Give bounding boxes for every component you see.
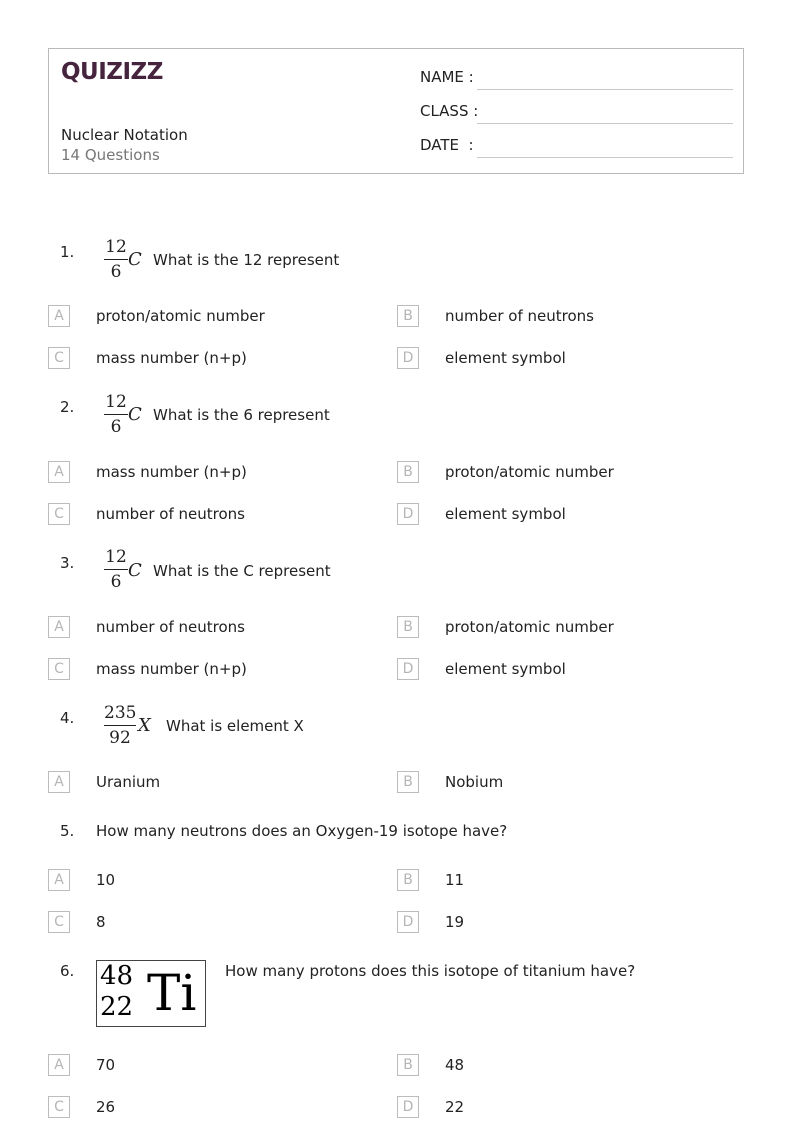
nuclear-notation	[104, 237, 128, 282]
atomic-number: 92	[109, 728, 131, 748]
question-number: 4.	[60, 709, 75, 727]
option-letter-a[interactable]: A	[48, 771, 70, 793]
worksheet-header	[48, 48, 744, 174]
date-field[interactable]	[420, 136, 733, 158]
question-text: What is the 6 represent	[153, 406, 330, 424]
date-label: DATE :	[420, 136, 474, 154]
option-text: number of neutrons	[96, 618, 245, 636]
mass-number: 235	[104, 703, 137, 723]
class-line	[477, 123, 733, 124]
option-text: element symbol	[445, 505, 566, 523]
question-text: What is element X	[166, 717, 304, 735]
nuclear-notation	[104, 703, 136, 748]
option-letter-c[interactable]: C	[48, 658, 70, 680]
fraction-bar	[104, 725, 136, 726]
element-symbol: C	[128, 560, 142, 581]
option-text: mass number (n+p)	[96, 463, 247, 481]
option-letter-a[interactable]: A	[48, 616, 70, 638]
option-letter-c[interactable]: C	[48, 1096, 70, 1118]
question-text: How many neutrons does an Oxygen-19 isotope have?	[96, 822, 508, 840]
option-letter-d[interactable]: D	[397, 911, 419, 933]
element-symbol: C	[128, 404, 142, 425]
option-letter-a[interactable]: A	[48, 869, 70, 891]
option-text: 26	[96, 1098, 116, 1116]
atomic-number: 6	[110, 262, 122, 282]
option-letter-d[interactable]: D	[397, 658, 419, 680]
option-text: number of neutrons	[445, 307, 594, 325]
option-text: mass number (n+p)	[96, 660, 247, 678]
mass-number: 12	[105, 392, 127, 412]
option-text: 22	[445, 1098, 465, 1116]
mass-number: 12	[105, 237, 127, 257]
atomic-number: 6	[110, 417, 122, 437]
mass-number: 12	[105, 547, 127, 567]
question-number: 6.	[60, 962, 75, 980]
option-text: element symbol	[445, 349, 566, 367]
atomic-number: 6	[110, 572, 122, 592]
option-letter-b[interactable]: B	[397, 1054, 419, 1076]
question-number: 5.	[60, 822, 75, 840]
option-text: 19	[445, 913, 465, 931]
question-number: 1.	[60, 243, 75, 261]
option-letter-c[interactable]: C	[48, 503, 70, 525]
element-symbol: X	[138, 715, 151, 736]
fraction-bar	[104, 259, 128, 260]
quizizz-logo: QUIZIZZ	[61, 59, 163, 85]
question-number: 2.	[60, 398, 75, 416]
worksheet-title: Nuclear Notation	[61, 126, 188, 144]
option-text: proton/atomic number	[445, 463, 614, 481]
name-line	[477, 89, 733, 90]
option-letter-a[interactable]: A	[48, 305, 70, 327]
option-text: Nobium	[445, 773, 504, 791]
element-symbol: Ti	[147, 964, 197, 1022]
option-text: Uranium	[96, 773, 161, 791]
option-text: number of neutrons	[96, 505, 245, 523]
option-text: proton/atomic number	[96, 307, 265, 325]
option-letter-d[interactable]: D	[397, 503, 419, 525]
nuclear-notation	[104, 547, 128, 592]
option-letter-b[interactable]: B	[397, 616, 419, 638]
option-text: proton/atomic number	[445, 618, 614, 636]
question-text: How many protons does this isotope of titanium have?	[225, 962, 636, 980]
option-text: 10	[96, 871, 116, 889]
option-text: 8	[96, 913, 106, 931]
option-text: 11	[445, 871, 465, 889]
titanium-isotope-image	[96, 960, 206, 1027]
mass-number: 48	[100, 961, 134, 991]
fraction-bar	[104, 414, 128, 415]
question-number: 3.	[60, 554, 75, 572]
option-letter-d[interactable]: D	[397, 347, 419, 369]
option-text: 48	[445, 1056, 465, 1074]
option-text: 70	[96, 1056, 116, 1074]
question-text: What is the C represent	[153, 562, 331, 580]
option-text: element symbol	[445, 660, 566, 678]
option-letter-b[interactable]: B	[397, 305, 419, 327]
option-text: mass number (n+p)	[96, 349, 247, 367]
option-letter-b[interactable]: B	[397, 771, 419, 793]
element-symbol: C	[128, 249, 142, 270]
question-text: What is the 12 represent	[153, 251, 340, 269]
option-letter-b[interactable]: B	[397, 869, 419, 891]
nuclear-notation	[104, 392, 128, 437]
option-letter-d[interactable]: D	[397, 1096, 419, 1118]
atomic-number: 22	[100, 992, 134, 1022]
option-letter-a[interactable]: A	[48, 461, 70, 483]
option-letter-c[interactable]: C	[48, 347, 70, 369]
question-count: 14 Questions	[61, 146, 160, 164]
option-letter-a[interactable]: A	[48, 1054, 70, 1076]
option-letter-b[interactable]: B	[397, 461, 419, 483]
class-field[interactable]	[420, 102, 733, 124]
class-label: CLASS :	[420, 102, 479, 120]
date-line	[477, 157, 733, 158]
name-field[interactable]	[420, 68, 733, 90]
name-label: NAME :	[420, 68, 474, 86]
fraction-bar	[104, 569, 128, 570]
option-letter-c[interactable]: C	[48, 911, 70, 933]
